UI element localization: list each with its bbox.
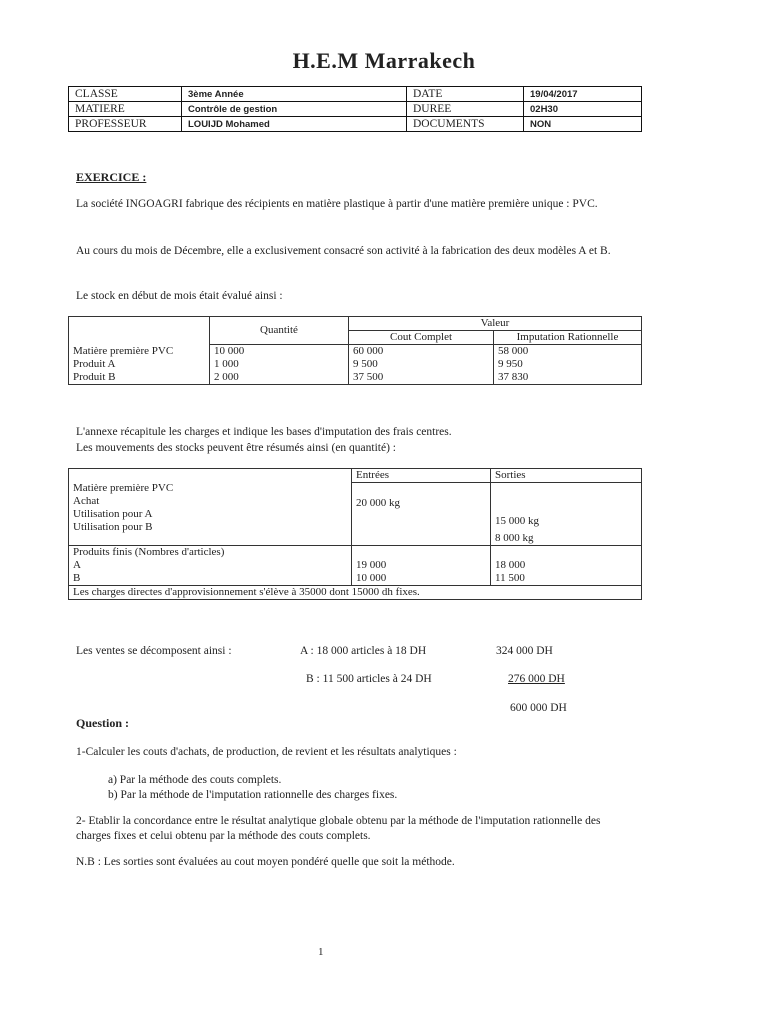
util-a-sortie: 15 000 kg xyxy=(495,515,539,527)
pf-block xyxy=(69,546,352,586)
stock-header-valeur: Valeur xyxy=(349,317,642,331)
exercise-paragraph-1: La société INGOAGRI fabrique des récipients en matière plastique à partir d'une matière première unique : PVC. xyxy=(76,198,598,210)
pf-b-entree: 10 000 xyxy=(356,572,387,584)
pf-b-label: B xyxy=(73,572,81,584)
stock-cell: 37 830 xyxy=(498,371,529,383)
stock-movements-table xyxy=(68,468,642,600)
classe-value: 3ème Année xyxy=(182,87,407,102)
question-1: 1-Calculer les couts d'achats, de production, de revient et les résultats analytiques : xyxy=(76,746,457,758)
page-number: 1 xyxy=(318,946,324,958)
pf-a-entree: 19 000 xyxy=(356,559,387,571)
question-2: 2- Etablir la concordance entre le résultat analytique globale obtenu par la méthode de l'imputation rationnelle des charges fixes et celui obtenu par la méthode des couts complets. xyxy=(76,815,601,842)
stock-cell: 10 000 xyxy=(214,345,245,357)
mp-entrees xyxy=(352,483,491,546)
stock-row-labels xyxy=(69,345,210,385)
pf-a-label: A xyxy=(73,559,81,571)
documents-value: NON xyxy=(524,117,642,132)
movements-footer: Les charges directes d'approvisionnement s'élève à 35000 dont 15000 dh fixes. xyxy=(69,586,642,600)
question-heading: Question : xyxy=(76,716,130,730)
mp-util-b-label: Utilisation pour B xyxy=(73,521,153,533)
achat-entree: 20 000 kg xyxy=(356,497,400,509)
initial-stock-table xyxy=(68,316,642,385)
mp-title: Matière première PVC xyxy=(73,482,174,494)
stock-cell: 37 500 xyxy=(353,371,384,383)
stock-cell: 9 950 xyxy=(498,358,523,370)
sales-b-amount: 276 000 DH xyxy=(508,673,565,685)
exercise-paragraph-2: Au cours du mois de Décembre, elle a exclusivement consacré son activité à la fabrication des deux modèles A et B. xyxy=(76,245,611,257)
sales-a-line: A : 18 000 articles à 18 DH xyxy=(300,645,427,657)
professeur-value: LOUIJD Mohamed xyxy=(182,117,407,132)
stock-quantite-values xyxy=(210,345,349,385)
date-label: DATE xyxy=(407,87,524,102)
header-sorties: Sorties xyxy=(491,469,642,483)
stock-cell: 60 000 xyxy=(353,345,384,357)
stock-header-imputation: Imputation Rationnelle xyxy=(494,331,642,345)
question-1b: b) Par la méthode de l'imputation rationnelle des charges fixes. xyxy=(108,789,398,801)
classe-label: CLASSE xyxy=(69,87,182,102)
date-value: 19/04/2017 xyxy=(524,87,642,102)
stock-row-label: Produit B xyxy=(73,370,116,383)
stock-corner-cell xyxy=(69,317,210,345)
stock-row-label: Produit A xyxy=(73,357,116,370)
util-b-sortie: 8 000 kg xyxy=(495,532,534,544)
mp-achat-label: Achat xyxy=(73,495,100,507)
sales-a-amount: 324 000 DH xyxy=(496,645,553,657)
stock-imputation-values xyxy=(494,345,642,385)
header-info-table xyxy=(68,86,642,132)
sales-b-line: B : 11 500 articles à 24 DH xyxy=(306,673,432,685)
annex-line-1: L'annexe récapitule les charges et indique les bases d'imputation des frais centres. xyxy=(76,426,452,438)
mp-block xyxy=(69,469,352,546)
pf-title: Produits finis (Nombres d'articles) xyxy=(73,546,225,558)
duree-label: DUREE xyxy=(407,102,524,117)
stock-row-label: Matière première PVC xyxy=(73,344,174,357)
pf-a-sortie: 18 000 xyxy=(495,559,526,571)
duree-value: 02H30 xyxy=(524,102,642,117)
matiere-value: Contrôle de gestion xyxy=(182,102,407,117)
question-1a: a) Par la méthode des couts complets. xyxy=(108,774,282,786)
documents-label: DOCUMENTS xyxy=(407,117,524,132)
stock-cell: 9 500 xyxy=(353,358,378,370)
stock-cout-values xyxy=(349,345,494,385)
exercise-paragraph-3: Le stock en début de mois était évalué ainsi : xyxy=(76,290,283,302)
exercise-heading: EXERCICE : xyxy=(76,170,147,184)
mp-sorties xyxy=(491,483,642,546)
stock-header-cout-complet: Cout Complet xyxy=(349,331,494,345)
stock-cell: 1 000 xyxy=(214,358,239,370)
header-entrees: Entrées xyxy=(352,469,491,483)
mp-util-a-label: Utilisation pour A xyxy=(73,508,153,520)
pf-entrees xyxy=(352,546,491,586)
stock-cell: 2 000 xyxy=(214,371,239,383)
note-nb: N.B : Les sorties sont évaluées au cout moyen pondéré quelle que soit la méthode. xyxy=(76,856,455,868)
stock-header-quantite: Quantité xyxy=(210,317,349,345)
stock-cell: 58 000 xyxy=(498,345,529,357)
sales-total: 600 000 DH xyxy=(510,702,567,714)
professeur-label: PROFESSEUR xyxy=(69,117,182,132)
pf-b-sortie: 11 500 xyxy=(495,572,525,584)
pf-sorties xyxy=(491,546,642,586)
annex-line-2: Les mouvements des stocks peuvent être résumés ainsi (en quantité) : xyxy=(76,442,396,454)
sales-label: Les ventes se décomposent ainsi : xyxy=(76,645,232,657)
matiere-label: MATIERE xyxy=(69,102,182,117)
document-title: H.E.M Marrakech xyxy=(292,48,476,73)
